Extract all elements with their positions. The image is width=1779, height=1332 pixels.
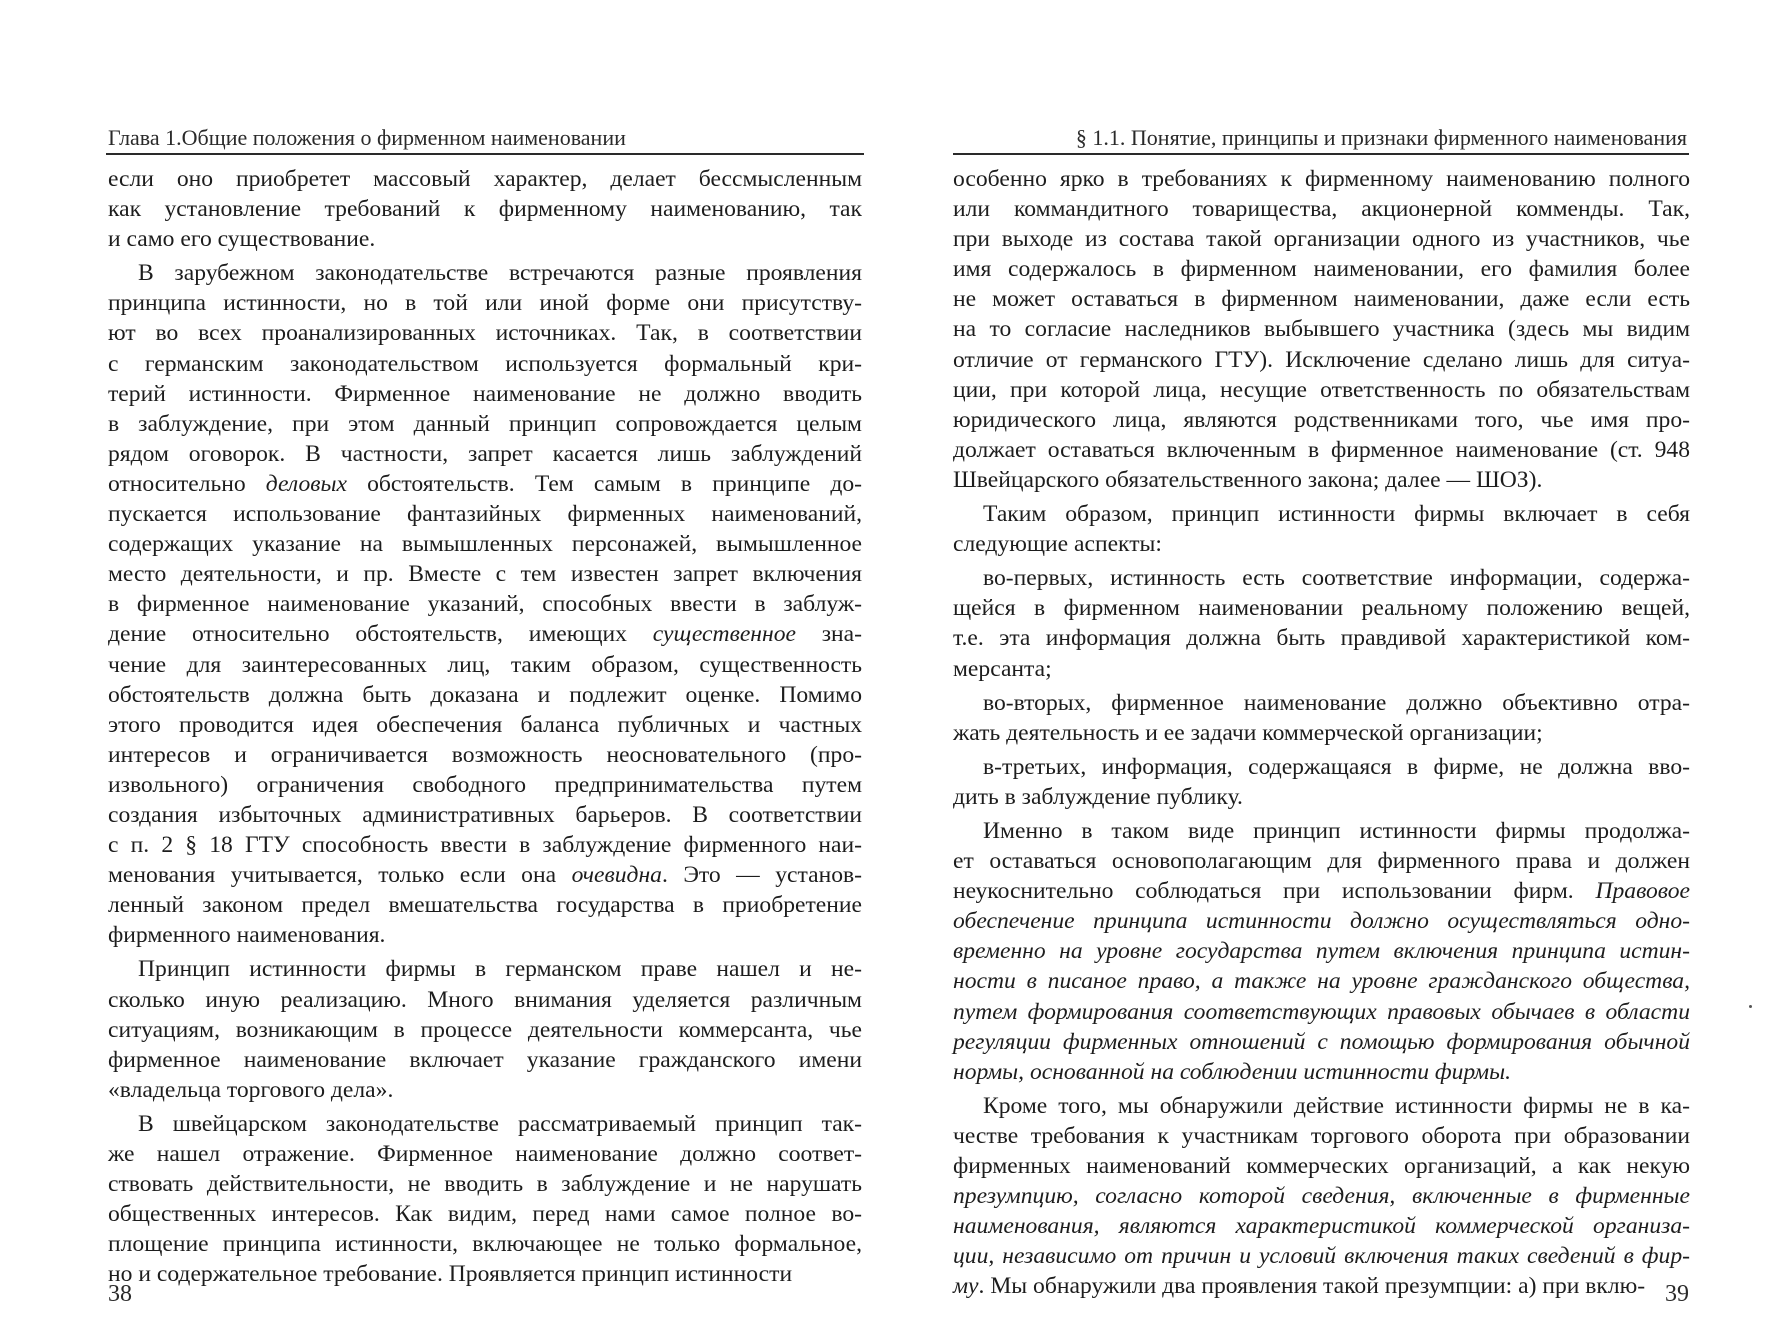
text-line: путем формирования соответствующих правовых обычаев в области [953,998,1690,1025]
text-line: Швейцарского обязательственного закона; далее — ШОЗ). [953,466,1543,493]
paragraph [953,816,1690,1087]
text-line: относительно деловых обстоятельств. Тем самым в принципе до- [108,470,863,497]
text-line: общественных интересов. Как видим, перед нами самое полное во- [108,1201,862,1228]
text-line: т.е. эта информация должна быть правдивой характеристикой ком- [953,625,1690,652]
text-line: место деятельности, и пр. Вместе с тем известен запрет включения [108,561,862,588]
text-line: принципа истинности, но в той или иной форме они присутству- [108,290,862,317]
text-line: ленный законом предел вмешательства государства в приобретение [108,892,862,919]
text-line: с п. 2 § 18 ГТУ способность ввести в заблуждение фирменного наи- [108,832,862,859]
paragraph [953,1091,1690,1302]
text-line: обстоятельств должна быть доказана и подлежит оценке. Помимо [108,681,862,708]
header-rule [106,153,864,155]
text-line: честве требования к участникам торгового оборота при образовании [953,1122,1690,1149]
text-line: ности в писаное право, а также на уровне гражданского общества, [953,968,1690,995]
text-line: дить в заблуждение публику. [953,783,1243,810]
text-line: или коммандитного товарищества, акционерной комменды. Так, [953,196,1690,223]
text-line: неукоснительно соблюдаться при использовании фирм. Правовое [953,878,1690,905]
text-line: сколько иную реализацию. Много внимания уделяется различным [108,986,862,1013]
body-text [108,164,862,1293]
text-line: В швейцарском законодательстве рассматриваемый принцип так- [138,1110,862,1137]
text-line: чение для заинтересованных лиц, таким образом, существенность [108,651,862,678]
paragraph [953,752,1690,812]
paragraph [108,164,862,254]
text-line: в-третьих, информация, содержащаяся в фирме, не должна вво- [983,753,1690,780]
text-line: фирменных наименований коммерческих организаций, а как некую [953,1153,1690,1179]
text-line: жать деятельность и ее задачи коммерческой организации; [953,719,1543,746]
text-line: Кроме того, мы обнаружили действие истинности фирмы не в ка- [983,1092,1690,1119]
text-line: Принцип истинности фирмы в германском праве нашел и не- [138,956,862,983]
text-line: Именно в таком виде принцип истинности фирмы продолжа- [983,817,1690,844]
header-rule [953,153,1689,155]
text-line: отличие от германского ГТУ). Исключение сделано лишь для ситуа- [953,346,1690,373]
paragraph [953,688,1690,748]
text-line: ет оставаться основополагающим для фирменного права и должен [953,848,1690,875]
text-line: и само его существование. [108,226,376,253]
paragraph [108,258,862,950]
text-line: нормы, основанной на соблюдении истинности фирмы. [953,1058,1511,1085]
text-line: особенно ярко в требованиях к фирменному наименованию полного [953,166,1690,192]
text-line: фирменное наименование включает указание гражданского имени [108,1046,862,1073]
paragraph [108,954,862,1104]
text-line: ствовать действительности, не вводить в заблуждение и не нарушать [108,1171,862,1198]
text-line: Таким образом, принцип истинности фирмы включает в себя [983,501,1690,528]
text-line: не может оставаться в фирменном наименовании, даже если есть [953,286,1690,313]
text-line: в фирменное наименование указаний, способных ввести в заблуж- [108,591,862,618]
running-head: Глава 1.Общие положения о фирменном наименовании [108,125,626,150]
text-line: как установление требований к фирменному наименованию, так [108,196,862,223]
text-line: ции, независимо от причин и условий включения таких сведений в фир- [953,1243,1690,1270]
text-line: должает оставаться включенным в фирменное наименование (ст. 948 [953,436,1690,463]
text-line: при выходе из состава такой организации одного из участников, чье [953,226,1690,253]
text-line: но и содержательное требование. Проявляется принцип истинности [108,1261,793,1288]
body-text [953,164,1690,1305]
text-line: этого проводится идея обеспечения баланса публичных и частных [108,711,862,738]
text-line: содержащих указание на вымышленных персонажей, вымышленное [108,531,862,558]
text-line: площение принципа истинности, включающее не только формальное, [108,1231,862,1258]
text-line: же нашел отражение. Фирменное наименование должно соответ- [108,1141,862,1167]
text-line: наименования, являются характеристикой коммерческой организа- [953,1213,1690,1240]
text-line: рядом оговорок. В частности, запрет касается лишь заблуждений [108,440,862,467]
text-line: ции, при которой лица, несущие ответственность по обязательствам [953,376,1690,403]
text-line: фирменного наименования. [108,922,386,949]
text-line: щейся в фирменном наименовании реальному положению вещей, [953,595,1690,622]
running-head: § 1.1. Понятие, принципы и признаки фирменного наименования [1075,125,1687,150]
paragraph [953,164,1690,495]
page-number: 38 [108,1281,132,1307]
paragraph [108,1109,862,1290]
text-line: интересов и ограничивается возможность неосновательного (про- [108,741,862,768]
text-line: временно на уровне государства путем включения принципа истин- [953,938,1690,965]
text-line: му. Мы обнаружили два проявления такой презумпции: а) при вклю- [953,1273,1646,1300]
text-line: В зарубежном законодательстве встречаются разные проявления [138,260,862,287]
paragraph [953,499,1690,559]
text-line: имя содержалось в фирменном наименовании, его фамилия более [953,256,1690,283]
text-line: во-первых, истинность есть соответствие информации, содержа- [983,565,1690,592]
text-line: пускается использование фантазийных фирменных наименований, [108,501,862,528]
text-line: менования учитывается, только если она очевидна. Это — установ- [108,862,862,889]
text-line: «владельца торгового дела». [108,1076,394,1103]
text-line: если оно приобретет массовый характер, делает бессмысленным [108,166,862,192]
text-line: обеспечение принципа истинности должно осуществляться одно- [953,908,1690,935]
text-line: терий истинности. Фирменное наименование не должно вводить [108,380,862,407]
text-line: юридического лица, являются родственниками того, чье имя про- [953,406,1690,433]
text-line: мерсанта; [953,655,1052,682]
text-line: на то согласие наследников выбывшего участника (здесь мы видим [953,316,1690,343]
text-line: презумпцию, согласно которой сведения, включенные в фирменные [953,1183,1690,1210]
right-page [889,0,1779,1332]
paragraph [953,563,1690,683]
text-line: дение относительно обстоятельств, имеющих существенное зна- [108,621,862,648]
text-line: регуляции фирменных отношений с помощью формирования обычной [953,1028,1690,1055]
text-line: извольного) ограничения свободного предпринимательства путем [108,771,862,798]
left-page [0,0,889,1332]
text-line: в заблуждение, при этом данный принцип сопровождается целым [108,410,862,437]
text-line: во-вторых, фирменное наименование должно объективно отра- [983,689,1690,716]
text-line: ют во всех проанализированных источниках. Так, в соответствии [108,320,862,347]
text-line: создания избыточных административных барьеров. В соответствии [108,801,862,828]
print-speck [1749,1005,1752,1008]
page-number: 39 [1665,1281,1689,1307]
text-line: ситуациям, возникающим в процессе деятельности коммерсанта, чье [108,1016,862,1043]
text-line: следующие аспекты: [953,531,1162,558]
text-line: с германским законодательством используется формальный кри- [108,350,862,377]
